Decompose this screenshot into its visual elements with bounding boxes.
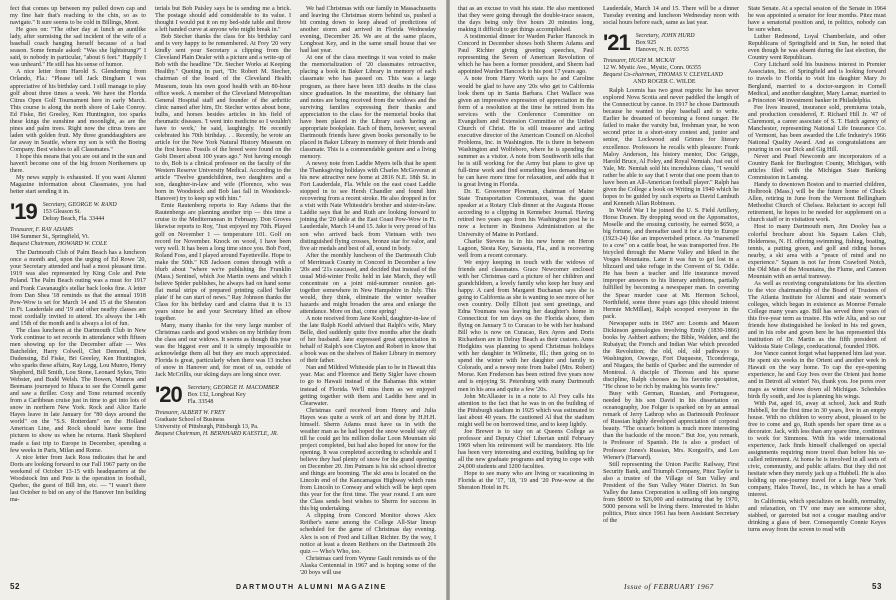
paragraph: that as an excuse to visit his state. He also mentioned that they were going through the double-trace season, the days being only five hours 20 minutes long, making it difficult to get things accomplished. bbox=[458, 6, 594, 34]
paragraph: Charlie Stevens is in his new home on Heron Lagoon, Siesta Key, Sarasota, Fla., and is recovering well from a recent coronary. bbox=[458, 238, 594, 259]
bequest-line: Bequest Chairman, HOWARD W. COLE bbox=[10, 241, 108, 248]
paragraph: Christmas card received from Henry and Julia Hayes was quite a work of art and done by H.H.H. himself. Sherm Adams must have us in with the weather man as he had hoped the snow would stay off till he could get his million dollar Loon Mountain ski project completed, but had also hoped for snow for the opening. It was completed according to schedule and I believe they had plenty of snow for the grand opening on December 20. Jim Putnam is his ski school director and things are booming. The ski area is located on the Lincoln end of the Kancamagus Highway which runs from Lincoln to Conway and which will be kept open this year for the first time. The year round. I am sure the Class sends best wishes to Sherm for success in this big undertaking. bbox=[300, 407, 436, 513]
treasurer-address: 12 W. Mystic Ave., Mystic, Conn. 06355 bbox=[603, 65, 702, 72]
right-issue-line bbox=[624, 582, 714, 591]
class-treasurer bbox=[603, 58, 739, 86]
secretary-line: Secretary, GEORGE W. RAND bbox=[42, 202, 117, 209]
paragraph: Christmas card from Wynne Gault reminds us of the Alaska Centennial in 1967 and is hoping some of the '20 boys will use bbox=[300, 555, 436, 576]
paragraph: In World War I he joined the U. S. Field Artillery, Horse Drawn. By dropping wood on the Appomattox, Moselle and the ensuing curiosity, he earned $650, a big fortune, and thereafter used it for a trip to Europe (1923-24) like an impoverished prince. As "marseneil to a cow" on a cattle boat, he was transported free. He bicycled through the Marne Valley and hiked in the Vosges Mountains. Later it was fun to get lost in a blizzard and take refuge in the Convent of St. Odile. He has been a teacher and life insurance moved improper answers to his literary ambitions, partially fulfilled by becoming a newspaper man. In covering the Spear murder case at Mt. Hermon School, Northfield, some three years ago (this should interest Hermie McMillan), Ralph scooped everyone in the pack. bbox=[603, 207, 739, 320]
paragraph: Newspaper suits in 1967 are: Loomis and Mason Dickinson genealogies involving Emily (1830-1866) books by Ashbert authors; the Bible, Walden, and the Rubaiyat; the French and Indian War which preceded the Revolution; the old, old, old pathways to Washington, Oswego, Fort Duquesne, Ticonderoga, and Niagara, the battle of Quebec and the surrender of Montreal. A disciple of Thoreau and his sparse discipline, Ralph chooses as his favorite quotation, "He chose to be rich by making his wants few." bbox=[603, 320, 739, 391]
paragraph: The class luncheon at the Dartmouth Club in New York continue to set records in attendance with fifteen men showing up for the December affair — Wes Batchelder, Harry Colwell, Chet Demond, Dick Dudensing, Ed Fiske, Bri Greeley, Ken Huntington, who sparks these affairs, Ray Legg, Lou Munro, Henry Shepherd, Bill Smith, Lou Stone, Leonard Sykes, Teto Webster, and Budd Welsh. The Bowen, Munros and Beemans journeyed to Ithaca to see the Cornell game and saw a thriller. Coxy and Tone returned recently from a Caribbean cruise just in time to get into lots of snow in northern New York. Rock and Alice Earle Hayes leave in late January for "80 days around the world" on the "S.S. Rotterdam" on the Holland American Line, and Rock should have some fine pictures to show us when he returns. Hank Shepherd made a fast trip to Europe in December, spending a few weeks in Paris, Milan and Rome. bbox=[10, 327, 146, 454]
secretary-address: Hanover, N. H. 03755 bbox=[635, 47, 689, 54]
treasurer-address: Graduate School of Business bbox=[155, 417, 225, 424]
bequest-line: Bequest Chairman, H. BERNHARD KAESTLE, JR. bbox=[155, 431, 279, 438]
paragraph: We had Christmas with our family in Massachusetts and leaving the Christmas storm behind us, pushed a bit coming down to keep ahead of predictions of another storm and arrived in Florida Wednesday evening, December 28. We are at the same places, Longboat Key, and in the same small house that we had last year. bbox=[300, 6, 436, 55]
paragraph: Joe Brewer is to stay on at Queens College as professor and Deputy Chief Liberian until February 1969 when his retirement will be mandatory. His life has been very interesting and exciting, building up for all the new graduate programs and trying to cope with 24,000 students and 1200 faculties. bbox=[458, 428, 594, 471]
column-6 bbox=[748, 6, 886, 572]
paragraph: John McAllaster is in a note to Al Frey calls his attention to the fact that he was in on the building of the Pittsburgh stadium in 1925 which was estimated to last about 40 years. He cautioned Al that the stadium might well be on borrowed time, and to keep lightly. bbox=[458, 393, 594, 428]
treasurer-line: Treasurer, ALBERT W. FREY bbox=[155, 410, 225, 417]
secretary-address: Delray Beach, Fla. 33444 bbox=[42, 216, 105, 223]
paragraph: Bob Stecher thanks the class for his birthday card and is very happy to be remembered. At Frey '20 very kindly sent your Secretary a clipping from the Cleveland Plain Dealer with a picture and a write-up of Bob with the headline "Dr. Stecher Works at Keeping Healthy." Quoting in part, "Dr. Robert M. Stecher, chairman of the board of the Cleveland Health Museum, touts his own good health with an 80-hour office week. A member of the Cleveland Metropolitan General Hospital staff and founder of the arthritic clinic named after him, Dr. Stecher writes about bone, bulbs, and horses besides articles in his field of rheumatic diseases. 'I went into medicine so I wouldn't have to work,' he said, laughingly. He recently celebrated his 70th birthday. . . Recently, he wrote an article for the New York Natural History Museum on the first horse. Fossils of the breed were found on the Gobi Desert about 100 years ago." Not having enough to do, Bob is a clinical professor on the faculty of the Western Reserve University Medical. According to the article "Twelve grandchildren, two daughters and a son, daughter-in-law and wife (Florence, who was born in Woodstock and Bob last fall in Woodstock-Hanover) try to keep up with him." bbox=[155, 34, 291, 203]
paragraph: Many, many thanks for the very large number of Christmas cards and good wishes on my birthday from the class and our widows. It seems as though this year was the biggest ever and it is simply impossible to acknowledge them all but they are much appreciated. Florida is great, particularly when there was 13 inches of snow in Hanover and, for most of us, outside of Jack McCrillis, our skiing days are long since over. bbox=[155, 323, 291, 379]
paragraph: As well as receiving congratulations for his election to the vice chairmanship of the Board of Trustees of The Atlanta Institute for Alumni and state women's colleges, which began in existence as Monroe Female College many years ago. Bill has served three years of this five-year term as trustee. His wife Alta, and so our friends how distinguished he looked in his red gown, and in his robe and gown here he has represented this institution of Dr. Martin as the fifth president of Valdosta State College, coeducational, founded 1906. bbox=[748, 280, 886, 351]
paragraph: A testimonial dinner for Warden Parker Hancock in Concord in December shows both Sherm Adams and Paul Richter giving greeting speeches, Paul representing the Seven of American Revolution of which he has been a former president, and Sherm had appointed Warden Hancock to his post 17 years ago. bbox=[458, 34, 594, 76]
paragraph: Luther Redmond, Loyal Chamberlain, and other Republicans of Springfield and in Sun, he noted that even though he was absent during the last election, the Country went Republican. bbox=[748, 34, 886, 62]
paragraph: Still representing the Union Pacific Railway, First Security Bank, and Triumph Company, Pitez Taylor is also a trustee of the Village of Sun Valley and President of the Sun Valley Water District. In Sun Valley the Janss Corporation is selling off lots ranging from $8000 to $26,000 and estimating that by 1970, 5000 persons will be living there. Interested in Idaho politics, Pitez since 1961 has been Assistant Secretary of the bbox=[603, 461, 739, 524]
treasurer-address: University of Pittsburgh, Pittsburgh 13, Pa. bbox=[155, 424, 259, 431]
right-page bbox=[450, 0, 896, 600]
column-3 bbox=[300, 6, 437, 576]
paragraph: Never and Pearl Newcomb are incorporators of a Country Bank for Burlington County, Michigan, with articles filed with the Michigan State Banking Commission in Lansing. bbox=[748, 153, 886, 182]
paragraph: At one of the class meetings it was voted to make the memorialization of '20 classmates retroactive, placing a book in Baker Library in memory of each classmate who has passed on. This was a large program, as there have been 183 deaths in the class since graduation. In the meantime, the obituary fast and notes are being received from the widows and the surviving families expressing their thanks and appreciation to the class for the memorial books that have been placed in the Library each having an appropriate bookplate. Each of them, however, several Dartmouth friends have given books personally to be placed in Baker Library in memory of their friends and classmate. This is a commendable gesture and a living memory. bbox=[300, 55, 436, 160]
paragraph: Ernie Rautenberg reports to Ray Adams that the Rautenbergs are planning another trip — this time a cruise to the Mediterranean in February. Don Groves likewise reports to Roy, "Just enjoyed my 70th. Played golf on November 1 — temperature 101. Golf on record for November. Knock on wood, I have been very well. It has been a long time since you. Bob Ford, Roland Foss, and I played around Fayetteville. Hope to make the 50th." KB Jackson comes through with a blurb about "where we're publishing the Franklin (Mass.) Sentinel, which Joe Martin owns and which I believe Spider publishes, he always had on hand some flat metal strips of prepared printing called 'holler plate' if he can start of news." Ray Johnson thanks the Class for his birthday card and claims that it is 13 years since he and your Secretary lifted an elbow together. bbox=[155, 203, 291, 323]
class-officers bbox=[188, 385, 279, 406]
secretary-address: Box 132, Longboat Key bbox=[187, 392, 246, 399]
page-number: 52 bbox=[10, 582, 20, 591]
paragraph: Busy with German, Russian, and Portuguese, needed by his son David in his dissertation on oceanography, Joe Folger is sparked on by an annual remark of Jerry Lathrop who as Dartmouth Professor of Russian highly developed appreciation of corporal beauty. "The ocean's bottom is much more interesting than the backside of the moon." But Joe, you remark, is Professor of Spanish. He is also a product of Professor Jones's Russian, Mrs. Korgzelt's, and Leo Wiener's (Harvard). bbox=[603, 391, 739, 461]
paragraph: State Senate. At a special session of the Senate in 1964 he was appointed a senator for four months. Pitez must have a senatorial position and, in politics, nobody can be sure when. bbox=[748, 6, 886, 34]
right-page-number bbox=[872, 582, 882, 591]
treasurer-line: Treasurer, F. RAY ADAMS bbox=[10, 227, 73, 234]
paragraph: Host to many Dartmouth men, Jim Dooley has a colorful brochure about his Squam Lakes Club, Holderness, N. H. offering swimming, fishing, boating, tennis, a putting green, and golf and riding horses nearby, a ski area with a "peace of mind and no experience." Squam is not far from Crawford Notch, the Old Man of the Mountains, the Flume, and Cannon Mountain with an aerial tramway. bbox=[748, 224, 886, 280]
magazine-title: DARTMOUTH ALUMNI MAGAZINE bbox=[236, 584, 387, 591]
class-1920-header bbox=[155, 382, 291, 408]
paragraph: A note received from Jane Koehl, daughter-in-law of the late Ralph Koehl advised that Ralph's wife, Mary Belle, died suddenly quite five months after the death of her husband. Jane expressed great appreciation in behalf of Ralph's son Clayton and Robert to know that a book was on the shelves of Baker Library in memory of their father. bbox=[300, 316, 436, 365]
secretary-address: Box 925 bbox=[635, 40, 657, 47]
paragraph: Handy to downtown Boston and to married children, Holbrook (Mass.) will be the future home of Chuck Allen, retiring in June from the Vermont Bellingham Methodist Church of Chelsea. Reluctant to accept full retirement, he hopes to be needed for supplement on a church staff or in visitation work. bbox=[748, 182, 886, 224]
treasurer-line: Treasurer, HUGH M. MCKAY bbox=[603, 58, 676, 65]
paragraph: My news supply is exhausted. If you want Alumni Magazine information about Classmates, you had better start sending it in. bbox=[10, 175, 146, 196]
paragraph: We enjoy keeping in touch with the widows of friends and classmates. Grace Newcomer enclosed with her Christmas card a picture of her children and grandchildren, a lovely family who keep her busy and happy. A card from Margaret Buchanan says she is going to California as she is wanting to see more of her own country. Dolly Elliott just sent greetings, and Edna Youmans was leaving her daughter's home in Connecticut for ten days on the Florida shore, then flying on January 5 to Curacao to be with her husband Bill who is now on Curacao, Rex Ayres and Doris Richardson are in Delray Beach as their custom. Anne Hodgkins was planning to spend Christmas holidays with her daughter in Wilmette, Ill.; then going on to spend the winter with her daughter and family in Colorado, and a newsy note from Isabel (Mrs. Robert) Morse. Ken Frederson has been retired five years now and is enjoying St. Petersburg with many Dartmouth men in his area and quite a few '20s. bbox=[458, 259, 594, 393]
paragraph: fect that comes up between my pulled down cap and my fine hair that's reaching to the chin, so as to navigate." It sure seems to be cold in Billings, Mont. bbox=[10, 6, 146, 27]
bequest-line: AND ROGER C. WILDE bbox=[633, 79, 696, 86]
issue-date: Issue of FEBRUARY 1967 bbox=[624, 582, 714, 591]
secretary-address: 153 Gleason St. bbox=[42, 209, 81, 216]
paragraph: A newsy note from Laddie Myers tells that he spent the Thanksgiving holidays with Charles McGoveran at his new attractive new home at 2816 N.E. 18th St. in Fort Lauderdale, Fla. While on the east coast Laddie stopped in to see Hersh Chandler and found him recovering from a recent stroke. He also dropped in for a visit with Nate Whiteside's brother and sister-in-law. Laddie says that he and Ruth are looking forward to joining the '20 table at the East Coast Pow-Wow in Ft. Lauderdale, March 14 and 15. Jake is very proud of his son who arrived back from Vietnam with two distinguished flying crosses, bronze star for valor, and five air medals and best of all, sound in body. bbox=[300, 161, 436, 252]
class-year: '20 bbox=[155, 382, 182, 408]
left-magazine-title bbox=[236, 584, 387, 591]
paragraph: Dr. E. Grosvenor Plowman, chairman of Maine State Transportation Commission, was the guest speaker at a Rotary Club dinner at the Augusta House according to a clipping in Kennebec Journal. Having retired two years ago from his Washington post he is now a lecturer in Business Administration at the University of Maine in Portland. bbox=[458, 189, 594, 238]
paragraph: A nice letter from Harold S. Glendening from Orlando, Fla.: "Please tell Jack Bingham I was appreciative of his birthday card. I still manage to play golf about three times a week. We have the Florida Citrus Open Golf Tournament here in early March. This course is along the north shore of Lake Conroy. Ed Fiske, Bri Greeley, Ken Huntington, too sparks these kings the sunshine and moonlight, as are the pines and palm trees. Right now the citrus trees are laden with golden fruit. My three granddaughters are far away in Seattle, where my son is with the Boeing Company. Best wishes to all Classmates." bbox=[10, 69, 146, 153]
paragraph: Hope to see many who are living or vacationing in Florida at the '17, '18, '19 and '20 Pow-wow at the Sheraton Hotel in Ft. bbox=[458, 471, 594, 492]
paragraph: In California, which specializes on health, normality, and relaxation, on TV one may see someone shot, stabbed, or garroted but not a cougar mauling and/or drinking a glass of beer. Consequently Connie Keyes turns away from the screen to read with bbox=[748, 499, 886, 534]
class-year: '19 bbox=[10, 199, 37, 225]
paragraph: Joe Vance cannot forget what happened him last year. He spent six weeks in the Orient and another week in Hawaii on the way home. To cap the eye-opening experience, he and Guy Ives over the Orient just home and in Detroit all winter! No, thank you. Joe pores over maps as winter slows down all Michigan. Schedules birds fly south, and Joe is planning his wings. bbox=[748, 351, 886, 400]
paragraph: terials but Bob Paisley says he is sending me a brick. The postage should add considerable to its value. I thought I would put it on my bed-side table and throw a left handed curve at anyone who might break in." bbox=[155, 6, 291, 34]
left-page-number bbox=[10, 582, 20, 591]
class-officers bbox=[636, 33, 695, 54]
treasurer-address: 184 Summer St., Springfield, Vt. bbox=[10, 234, 90, 241]
paragraph: After the monthly luncheon of the Dartmouth Club of Merrimack County in Concord in December a few '20s and '21s caucused, and decided that instead of the usual Mid-winter Frolic held in late March, they will concentrate on a joint mid-summer reunion get-together somewhere in New Hampshire in July. This would, they think, eliminate the winter weather hazards and might broaden the area and enlarge the attendance. More on that, come spring! bbox=[300, 252, 436, 316]
paragraph: With Pat, aged 16, away at school, Jack and Ruth Hubbell, for the first time in 30 years, live in an empty house. With no children to worry about, pleased to be free to come and go, Ruth spends her spare time as a decorator. Jack, with less than any spare time, continues to work for Simmons. With his wide international experience, Jack finds himself challenged on special assignments requiring more travel than before his so-called retirement. At home he is involved in all sorts of civic, community, and public affairs. But they did not hesitate when they merely jack up a Hubbell. He is also holding up one-journey travel for a large New York company, Hales Travel, Inc., in which he has a small interest. bbox=[748, 400, 886, 499]
column-5 bbox=[603, 6, 739, 572]
bequest-line: Bequest Co-chairmen, THOMAS V. CLEVELAND bbox=[603, 72, 723, 79]
class-treasurer bbox=[155, 410, 291, 438]
paragraph: The Dartmouth Club of Palm Beach has a luncheon once a month and, upon the urging of Ed Rowe '20, your Secretary attended and had a most pleasant time. 1919 was also represented by King Cole and Pete Poland. The Palm Beach outing was a must for 1917 and Frank Cavanaugh's stellar back looks fine. A letter from Dan Shea '18 reminds us that the annual 1918 Pow-Wow is set for March 14 and 15 at the Sheraton in Ft. Lauderdale and '19 and other nearby classes are most cordially invited to attend. It's always the 14th and 15th of the month and is always a lot of fun. bbox=[10, 250, 146, 327]
paragraph: A nice letter from Jack Ross indicates that he and Doris are looking forward to our Fall 1967 party on the weekend of October 13-15 with headquarters at the Woodstock Inn and Pete is the operation in football, Quebec, the guest of Bill Inn, etc. — "I wasn't there last October to bid on any of the Hanover Inn building ma- bbox=[10, 454, 146, 503]
class-officers bbox=[43, 202, 117, 223]
paragraph: A note from Harry Worth says he and Caroline would be glad to have any '20s who get to California look them up in Santa Barbara. Chet Wallace was given an impressive expression of appreciation in the form of a resolution at the time he retired from his services with the Conference Committee on Evangelism and Extension Committee of the United Church of Christ. He is still treasurer and acting executive director of the American Council on Alcohol Problems, Inc. in Washington. He is there in between Washington and Wolfeboro, where he is spending the summer as a visitor. A note from Southworth tells that he is still working for the Army but plans to give up full-time work and find something less demanding so he can have more time for relaxation, and adds that it is great living in Florida. bbox=[458, 76, 594, 189]
secretary-line: Secretary, JOHN HURD bbox=[635, 33, 695, 40]
paragraph: I hope this means that you are out and in the sun and haven't become one of the big frozen Northerners up there. bbox=[10, 153, 146, 175]
column-4 bbox=[458, 6, 594, 572]
class-1919-header bbox=[10, 199, 146, 225]
paragraph: Ralph Loomis has two great regrets: he has never explored Nova Scotia and never paddled the length of the Connecticut by canoe. In 1917 he chose Dartmouth because he wanted to play baseball and to write. Earlier he dreamed of becoming a forest ranger. He failed to make the varsity but, freshman year, he won second prize in a short-story contest and, junior and senior, the Lockwood and Grimes for literary excellence. Professors he recalls with pleasure: Frank Maloy Anderson, his history mentor, Doc Griggs, Harold Bruce, Al Foley, and Royal Nemiah. Just out of Yale, Mr. Nemiah sold his incredulous class, "I would rather be able to say that I wrote that one poem than to have been an All-American football player." Ralph has given the College a book on Writing in 1940 which he hopes to be guided by such experts as David Lambuth and Kenneth Allan Robinson. bbox=[603, 88, 739, 207]
paragraph: A clipping from Concord Monitor shows Alex Reither's name among the College All-Star lineup scheduled for the game of Christmas day evening. Alex is son of Fred and Lillian Richter. By the way, I notice at least a dozen Reithers on the Dartmouth 20s quiz — Who's Who, too. bbox=[300, 513, 436, 555]
paragraph: Fee lives insured, insurance sold, premiums totals, and production considered, F. Richard Hill Jr. '47 of Claremont, a career associate of S. T. Hatch agency of Manchester, representing National Life Insurance Co. of Vermont, has been awarded the Life Industry's 1966 National Quality Award. And as congratulations are pouring in on our Dick and Gig Hill. bbox=[748, 104, 886, 153]
class-1921-header bbox=[603, 30, 739, 56]
paragraph: Cory Litchard sold his business interest in Premier Associates, Inc. of Springfield and is looking forward to travels to Florida to visit his daughter Mary Jo Berglund, married to a doctor-surgeon in Cornell Medical, and another daughter, Mary Lamar, married to a Princeton '48 investment banker in Philadelphia. bbox=[748, 62, 886, 104]
class-year: '21 bbox=[603, 30, 630, 56]
class-treasurer bbox=[10, 227, 146, 248]
secretary-address: Fla. 33548 bbox=[187, 399, 214, 406]
column-2 bbox=[155, 6, 291, 572]
paragraph: He goes on: "The other day at lunch an auntlike lady, after surmising the sad incident of the wife of a baseball coach hanging herself because of a bad season. Some female asked: "Was she lightstrung?" I said, to nobody in particular, "about 6 feet." Happily I was unheard." He still has his sense of humor. bbox=[10, 27, 146, 69]
secretary-line: Secretary, GEORGE H. MACOMBER bbox=[187, 385, 279, 392]
paragraph: Nan and Mildred Whiteside plan to be in Hawaii this year. Mac and Florence and Betty Sigler have chosen to go to Hawaii instead of the Bahamas this winter instead of Florida. We'll miss them as we enjoyed getting together with them and Laddie here and in Clearwater. bbox=[300, 365, 437, 407]
page-number: 53 bbox=[872, 582, 882, 591]
left-page bbox=[0, 0, 446, 600]
paragraph: Lauderdale, March 14 and 15. There will be a dinner Tuesday evening and luncheon Wednesday noon with social hours before each, same as last year. bbox=[603, 6, 739, 27]
column-1 bbox=[10, 6, 146, 572]
